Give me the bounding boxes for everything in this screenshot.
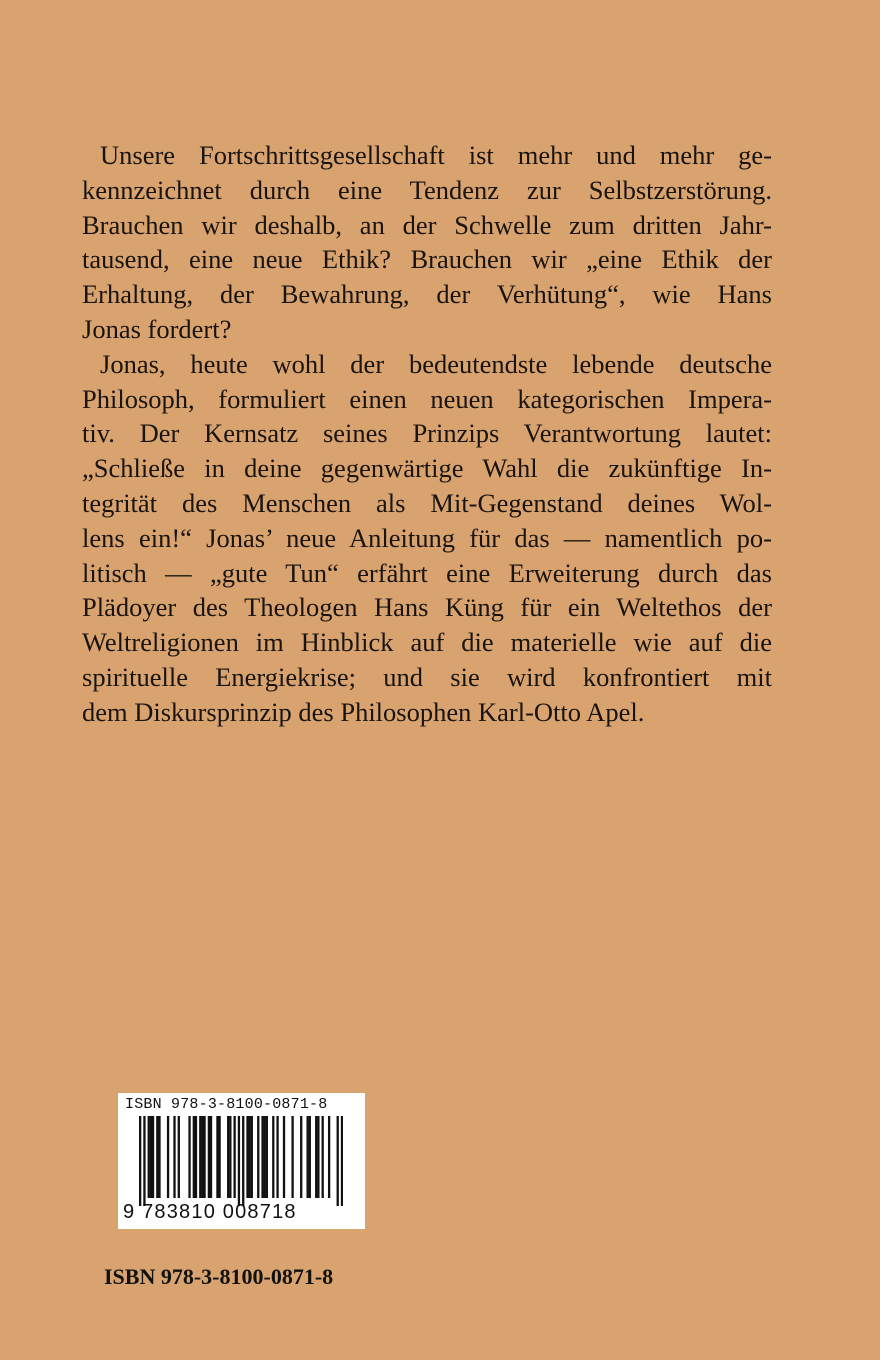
barcode-bar xyxy=(246,1116,248,1198)
blurb-line: Unsere Fortschrittsgesellschaft ist mehr und mehr ge- xyxy=(100,140,772,170)
blurb-line: Brauchen wir deshalb, an der Schwelle zum dritten Jahr- xyxy=(82,209,772,240)
blurb-line: lens ein!“ Jonas’ neue Anleitung für das — namentlich po- xyxy=(82,522,772,553)
barcode-bar xyxy=(218,1116,220,1198)
barcode-bar xyxy=(216,1116,218,1198)
blurb-line: Weltreligionen im Hinblick auf die materielle wie auf die xyxy=(82,627,772,658)
barcode-bar xyxy=(201,1116,203,1198)
barcode-bar xyxy=(257,1116,259,1198)
barcode-isbn-label: ISBN 978-3-8100-0871-8 xyxy=(125,1096,328,1113)
barcode-bar xyxy=(249,1116,251,1198)
barcode-bar xyxy=(238,1116,240,1206)
barcode-bar xyxy=(227,1116,229,1198)
barcode-bar xyxy=(315,1116,317,1198)
blurb-line: spirituelle Energiekrise; und sie wird konfrontiert mit xyxy=(82,661,772,692)
barcode-bar xyxy=(341,1116,343,1206)
barcode-bar xyxy=(199,1116,201,1198)
blurb-line: dem Diskursprinzip des Philosophen Karl-Otto Apel. xyxy=(82,696,645,727)
barcode-bar xyxy=(195,1116,197,1198)
blurb-line: kennzeichnet durch eine Tendenz zur Selbstzerstörung. xyxy=(82,174,772,205)
blurb-line: Jonas, heute wohl der bedeutendste lebende deutsche xyxy=(100,348,772,379)
barcode-bar xyxy=(266,1116,268,1198)
barcode-bar xyxy=(328,1116,330,1198)
blurb-line: Jonas fordert? xyxy=(82,313,232,344)
barcode-bar xyxy=(143,1116,145,1206)
barcode-bar xyxy=(152,1116,154,1198)
isbn-footer: ISBN 978-3-8100-0871-8 xyxy=(104,1264,334,1289)
barcode-bar xyxy=(150,1116,152,1198)
barcode-bar xyxy=(306,1116,308,1198)
blurb-line: litisch — „gute Tun“ erfährt eine Erweiterung durch das xyxy=(82,557,772,588)
barcode-bars xyxy=(139,1116,343,1206)
barcode-bar xyxy=(261,1116,263,1198)
barcode-bar xyxy=(156,1116,158,1198)
blurb-line: Plädoyer des Theologen Hans Küng für ein Weltethos der xyxy=(82,592,772,623)
barcode-bar xyxy=(229,1116,231,1198)
barcode-bar xyxy=(317,1116,319,1198)
blurb-line: tegrität des Menschen als Mit-Gegenstand deines Wol- xyxy=(82,487,772,518)
barcode-bar xyxy=(264,1116,266,1198)
blurb-line: „Schließe in deine gegenwärtige Wahl die zukünftige In- xyxy=(82,453,772,484)
barcode-bar xyxy=(276,1116,278,1198)
barcode-bar xyxy=(193,1116,195,1198)
back-cover-blurb xyxy=(82,138,772,730)
isbn-barcode xyxy=(118,1093,365,1229)
barcode-bar xyxy=(210,1116,212,1198)
barcode-bar xyxy=(309,1116,311,1198)
barcode-bar xyxy=(233,1116,235,1198)
blurb-line: Philosoph, formuliert einen neuen kategorischen Impera- xyxy=(82,383,772,414)
barcode-bar xyxy=(139,1116,141,1206)
blurb-line: tiv. Der Kernsatz seines Prinzips Verantwortung lautet: xyxy=(82,418,772,449)
barcode-bar xyxy=(203,1116,205,1198)
barcode-bar xyxy=(272,1116,274,1198)
barcode-bar xyxy=(158,1116,160,1198)
barcode-bar xyxy=(300,1116,302,1198)
barcode-bar xyxy=(208,1116,210,1198)
barcode-bar xyxy=(173,1116,175,1198)
barcode-bar xyxy=(178,1116,180,1198)
barcode-bar xyxy=(337,1116,339,1206)
barcode-bar xyxy=(251,1116,253,1198)
barcode-bar xyxy=(167,1116,169,1198)
barcode-bar xyxy=(188,1116,190,1198)
barcode-digits: 9 783810 008718 xyxy=(123,1201,297,1223)
barcode-bar xyxy=(283,1116,285,1198)
barcode-bar xyxy=(242,1116,244,1206)
barcode-bar xyxy=(291,1116,293,1198)
barcode-bar xyxy=(148,1116,150,1198)
barcode-bar xyxy=(322,1116,324,1198)
blurb-line: tausend, eine neue Ethik? Brauchen wir „eine Ethik der xyxy=(82,244,772,275)
blurb-line: Erhaltung, der Bewahrung, der Verhütung“, wie Hans xyxy=(82,279,772,310)
